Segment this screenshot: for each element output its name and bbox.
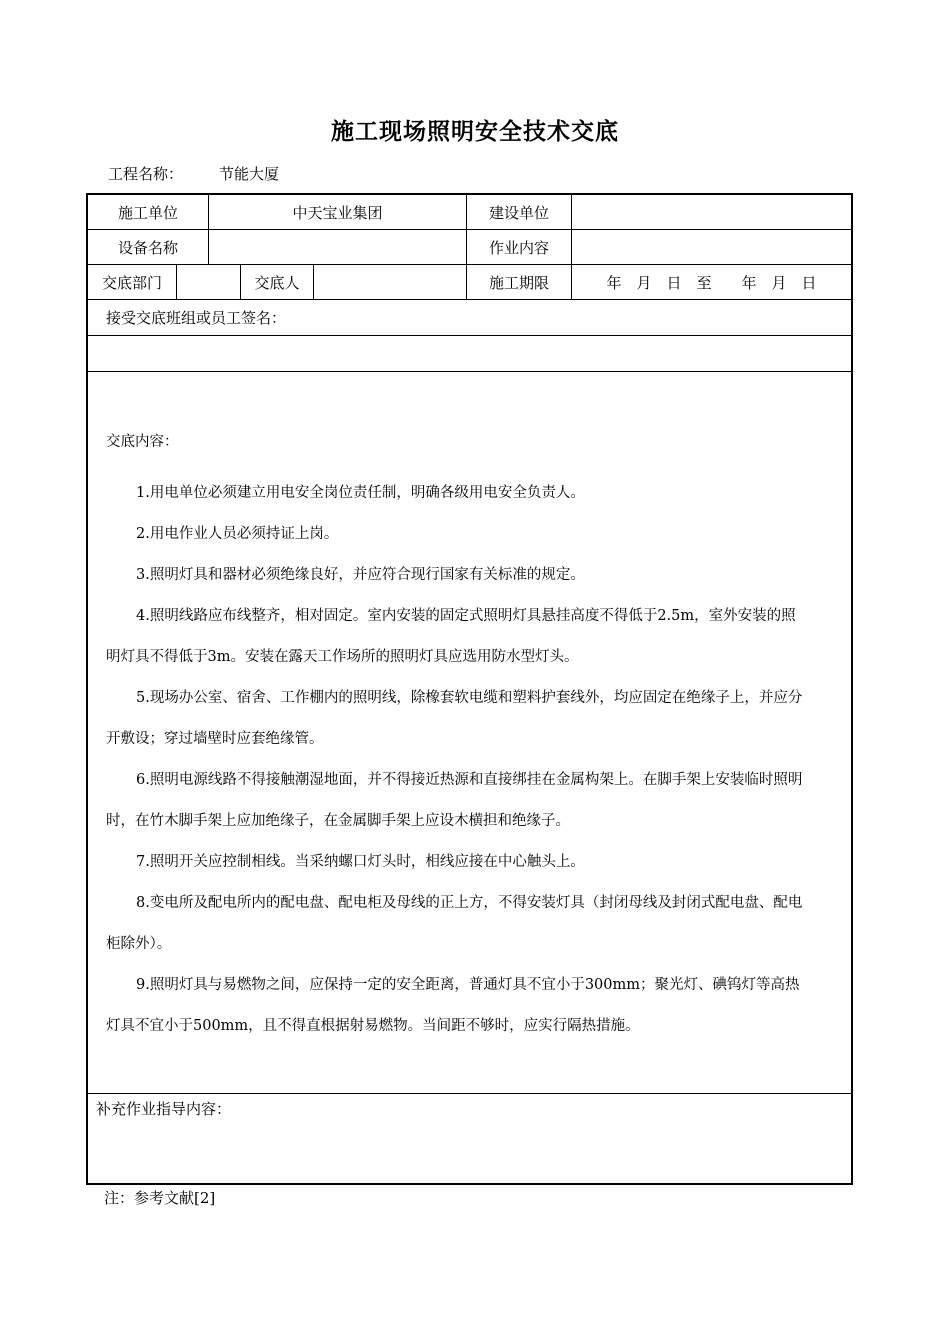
signature-label: 接受交底班组或员工签名： bbox=[106, 309, 287, 327]
equipment-name-label: 设备名称 bbox=[117, 238, 178, 257]
project-name-value: 节能大厦 bbox=[219, 165, 280, 183]
disclosure-dept-label: 交底部门 bbox=[101, 273, 162, 292]
disclosure-dept-value[interactable] bbox=[177, 265, 240, 299]
disclosure-person-value[interactable] bbox=[314, 265, 466, 299]
project-name-line bbox=[108, 163, 279, 184]
row-divider bbox=[88, 371, 851, 372]
work-content-label: 作业内容 bbox=[488, 238, 549, 257]
signature-area[interactable] bbox=[88, 336, 851, 371]
construction-unit-label: 施工单位 bbox=[117, 203, 178, 222]
content-item: 7.照明开关应控制相线。当采纳螺口灯头时，相线应接在中心触头上。 bbox=[136, 854, 585, 870]
owner-unit-label: 建设单位 bbox=[488, 203, 549, 222]
disclosure-person-label: 交底人 bbox=[254, 273, 300, 292]
content-item: 4.照明线路应布线整齐，相对固定。室内安装的固定式照明灯具悬挂高度不得低于2.5m，室外安装的照明灯具不得低于3m。安装在露天工作场所的照明灯具应选用防水型灯头。 bbox=[106, 608, 796, 665]
content-item: 2.用电作业人员必须持证上岗。 bbox=[136, 526, 339, 542]
content-item: 8.变电所及配电所内的配电盘、配电柜及母线的正上方，不得安装灯具（封闭母线及封闭式配电盘、配电柜除外）。 bbox=[106, 895, 803, 952]
disclosure-content bbox=[106, 432, 806, 1047]
content-item: 1.用电单位必须建立用电安全岗位责任制，明确各级用电安全负责人。 bbox=[136, 485, 585, 501]
project-name-label: 工程名称： bbox=[108, 165, 184, 183]
reference-note: 注：参考文献[2] bbox=[104, 1189, 216, 1207]
content-item: 6.照明电源线路不得接触潮湿地面，并不得接近热源和直接绑挂在金属构架上。在脚手架上安装临时照明时，在竹木脚手架上应加绝缘子，在金属脚手架上应设木横担和绝缘子。 bbox=[106, 772, 803, 829]
disclosure-form-table bbox=[86, 193, 853, 1185]
construction-period-value[interactable]: 年 月 日 至 年 月 日 bbox=[606, 273, 817, 292]
content-item: 3.照明灯具和器材必须绝缘良好，并应符合现行国家有关标准的规定。 bbox=[136, 567, 585, 583]
page-title: 施工现场照明安全技术交底 bbox=[331, 118, 619, 145]
content-label: 交底内容： bbox=[106, 434, 179, 450]
content-item: 5.现场办公室、宿舍、工作棚内的照明线，除橡套软电缆和塑料护套线外，均应固定在绝缘子上，并应分开敷设；穿过墙壁时应套绝缘管。 bbox=[106, 690, 803, 747]
supplement-label: 补充作业指导内容： bbox=[96, 1100, 232, 1118]
row-divider bbox=[88, 1093, 851, 1094]
work-content-value[interactable] bbox=[572, 230, 851, 264]
owner-unit-value[interactable] bbox=[572, 195, 851, 229]
equipment-name-value[interactable] bbox=[209, 230, 466, 264]
content-item: 9.照明灯具与易燃物之间，应保持一定的安全距离，普通灯具不宜小于300mm；聚光灯、碘钨灯等高热灯具不宜小于500mm，且不得直根据射易燃物。当间距不够时，应实行隔热措施。 bbox=[106, 977, 800, 1034]
construction-period-label: 施工期限 bbox=[488, 273, 549, 292]
construction-unit-value[interactable]: 中天宝业集团 bbox=[292, 203, 383, 222]
